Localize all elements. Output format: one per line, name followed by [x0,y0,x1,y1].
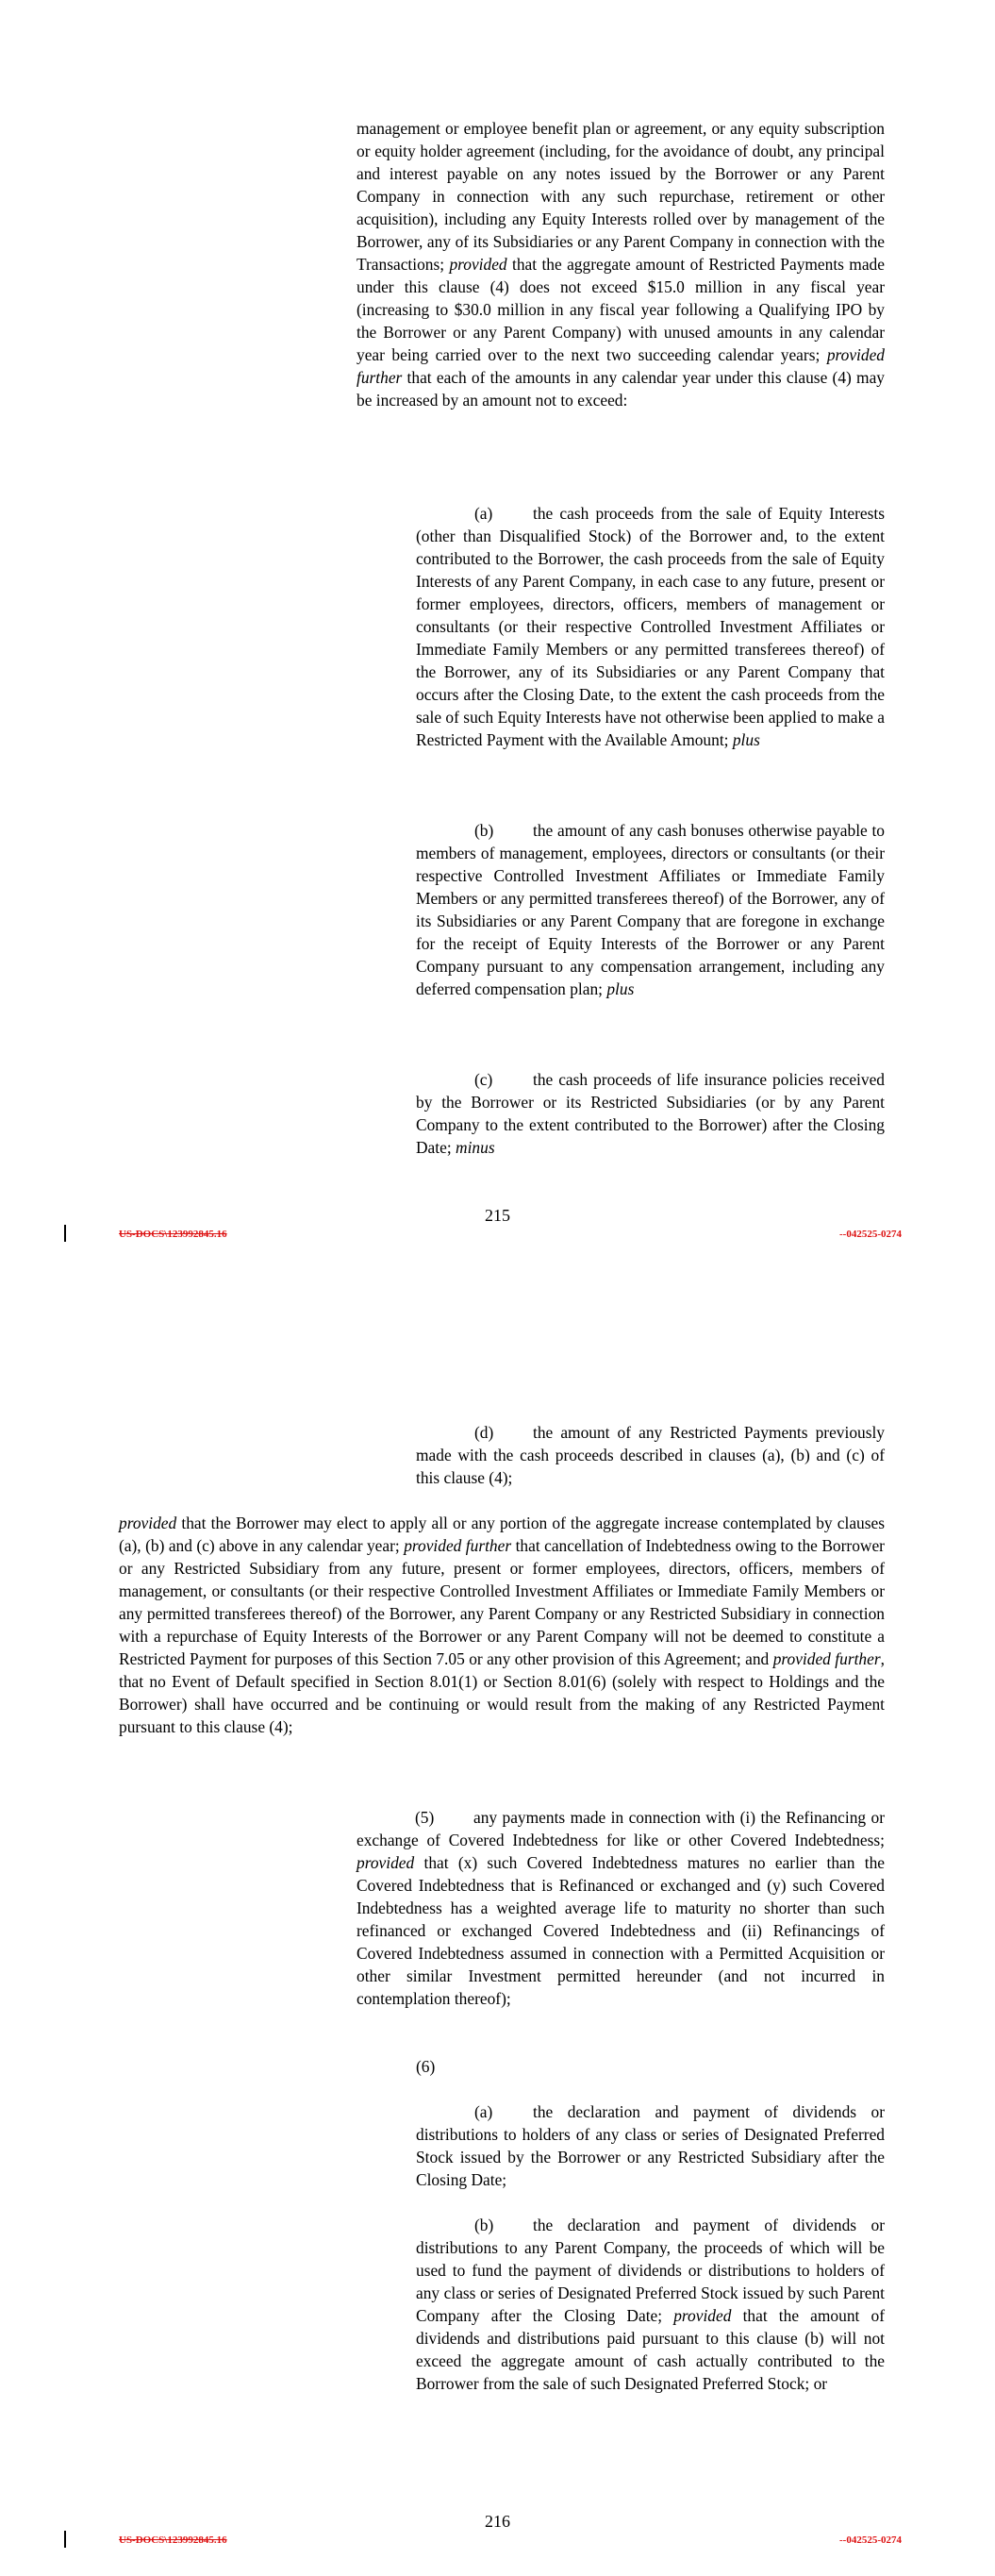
footer-doc-id: US-DOCS\123992845.16 [119,1229,227,1240]
clause-5: (5) any payments made in connection with (i) the Refinancing or exchange of Covered Indebtedness for like or other Covered Indebtedness; provided that (x) such Covered Indebtedness matures no earlier than the Covered Indebtedness that is Refinanced or exchanged and (y) such Covered Indebtedness has a weighted average life to maturity no shorter than such refinanced or exchanged Covered Indebtedness and (ii) Refinancings of Covered Indebtedness assumed in connection with a Permitted Acquisition or other similar Investment permitted hereunder (and not incurred in contemplation thereof); [357,1808,885,2008]
clause-6: (6) [416,2057,436,2076]
clause-4d: (d) the amount of any Restricted Payments previously made with the cash proceeds described in clauses (a), (b) and (c) of this clause (4); [416,1423,885,1487]
change-bar [64,1225,66,1242]
change-bar [64,2531,66,2548]
footer-code: --042525-0274 [839,1229,902,1240]
footer [119,2534,902,2546]
clause-4a: (a) the cash proceeds from the sale of Equity Interests (other than Disqualified Stock) of the Borrower and, to the extent contributed to the Borrower, the cash proceeds from the sale of Equity Interests of any Parent Company, in each case to any future, present or former employees, directors, officers, members of management or consultants (or their respective Controlled Investment Affiliates or Immediate Family Members or any permitted transferees thereof) of the Borrower, any of its Subsidiaries or any Parent Company that occurs after the Closing Date, to the extent the cash proceeds from the sale of such Equity Interests have not otherwise been applied to make a Restricted Payment with the Available Amount; plus [416,504,885,749]
clause-4b: (b) the amount of any cash bonuses otherwise payable to members of management, employees, directors or consultants (or their respective Controlled Investment Affiliates or Immediate Family Members or any permitted transferees thereof) of the Borrower, any of its Subsidiaries or any Parent Company that are foregone in exchange for the receipt of Equity Interests of the Borrower or any Parent Company pursuant to any compensation arrangement, including any deferred compensation plan; plus [416,821,885,998]
page-number: 216 [485,2512,510,2531]
clause-6b: (b) the declaration and payment of dividends or distributions to any Parent Company, the proceeds of which will be used to fund the payment of dividends or distributions to holders of any class or series of Designated Preferred Stock issued by such Parent Company after the Closing Date; provided that the amount of dividends and distributions paid pursuant to this clause (b) will not exceed the aggregate amount of cash actually contributed to the Borrower from the sale of such Designated Preferred Stock; or [416,2216,885,2393]
footer [119,1229,902,1240]
clause-4c: (c) the cash proceeds of life insurance policies received by the Borrower or its Restricted Subsidiaries (or by any Parent Company to the extent contributed to the Borrower) after the Closing Date; minus [416,1070,885,1157]
provided-paragraph: provided that the Borrower may elect to apply all or any portion of the aggregate increase contemplated by clauses (a), (b) and (c) above in any calendar year; provided further that cancellation of Indebtedness owing to the Borrower or any Restricted Subsidiary from any future, present or former employees, directors, officers, members of management, or consultants (or their respective Controlled Investment Affiliates or Immediate Family Members or any permitted transferees thereof) of the Borrower, any Parent Company or any Restricted Subsidiary in connection with a repurchase of Equity Interests of the Borrower or any Parent Company will not be deemed to constitute a Restricted Payment for purposes of this Section 7.05 or any other provision of this Agreement; and provided further, that no Event of Default specified in Section 8.01(1) or Section 8.01(6) (solely with respect to Holdings and the Borrower) shall have occurred and be continuing or would result from the making of any Restricted Payment pursuant to this clause (4); [119,1514,885,1736]
page-number: 215 [485,1206,510,1225]
footer-doc-id: US-DOCS\123992845.16 [119,2534,227,2546]
clause-6a: (a) the declaration and payment of dividends or distributions to holders of any class or series of Designated Preferred Stock issued by the Borrower or any Restricted Subsidiary after the Closing Date; [416,2102,885,2189]
paragraph-4-continuation: management or employee benefit plan or agreement, or any equity subscription or equity holder agreement (including, for the avoidance of doubt, any principal and interest payable on any notes issued by the Borrower or any Parent Company in connection with any such repurchase, retirement or other acquisition), including any Equity Interests rolled over by management of the Borrower, any of its Subsidiaries or any Parent Company in connection with the Transactions; provided that the aggregate amount of Restricted Payments made under this clause (4) does not exceed $15.0 million in any fiscal year (increasing to $30.0 million in any fiscal year following a Qualifying IPO by the Borrower or any Parent Company) with unused amounts in any calendar year being carried over to the next two succeeding calendar years; provided further that each of the amounts in any calendar year under this clause (4) may be increased by an amount not to exceed: [357,119,885,410]
footer-code: --042525-0274 [839,2534,902,2546]
